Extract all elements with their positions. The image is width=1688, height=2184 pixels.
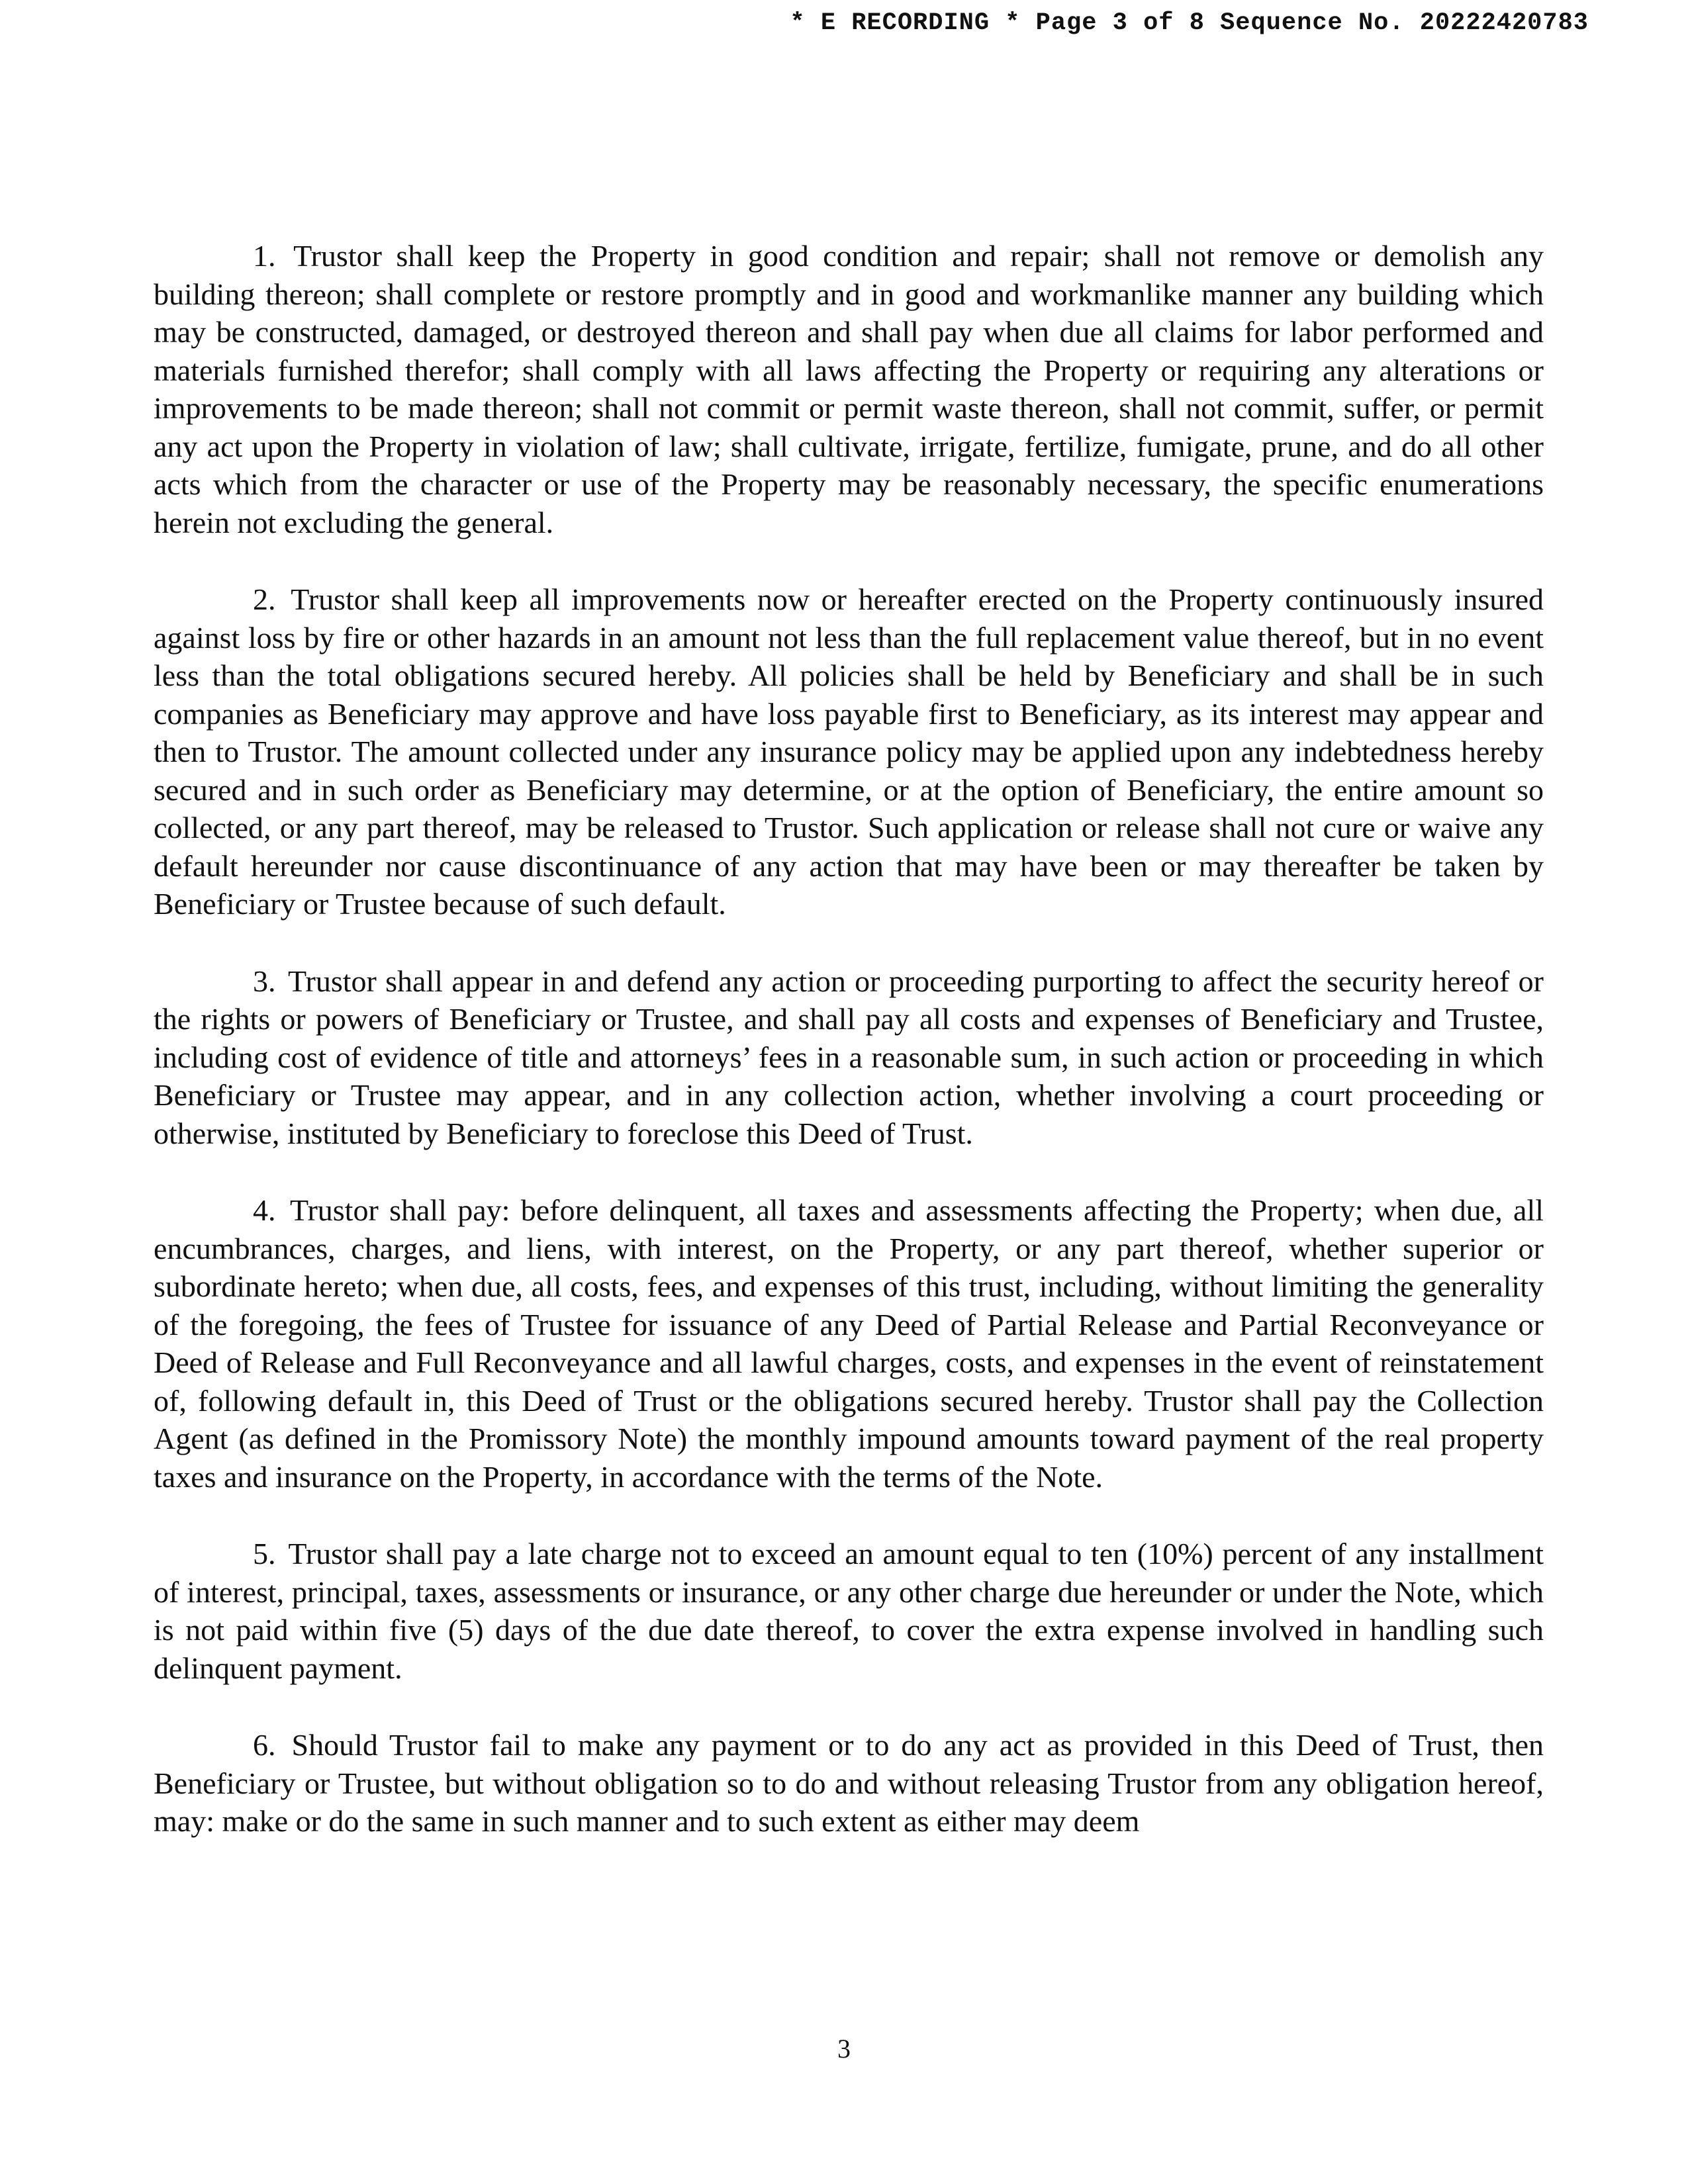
paragraph-number: 5. [253,1537,276,1570]
paragraph-3 [154,962,1544,1153]
paragraph-number: 1. [253,239,276,273]
paragraph-text: Trustor shall keep the Property in good condition and repair; shall not remove or demolish any building thereon; shall complete or restore promptly and in good and workmanlike manner any building which may be constructed, damaged, or destroyed thereon and shall pay when due all claims for labor performed and materials furnished therefor; shall comply with all laws affecting the Property or requiring any alterations or improvements to be made thereon; shall not commit or permit waste thereon, shall not commit, suffer, or permit any act upon the Property in violation of law; shall cultivate, irrigate, fertilize, fumigate, prune, and do all other acts which from the character or use of the Property may be reasonably necessary, the specific enumerations herein not excluding the general. [154,239,1544,539]
paragraph-5 [154,1535,1544,1687]
paragraph-number: 6. [253,1728,276,1762]
paragraph-text: Trustor shall pay: before delinquent, all taxes and assessments affecting the Property; when due, all encumbrances, charges, and liens, with interest, on the Property, or any part thereof, whether superior or subordinate hereto; when due, all costs, fees, and expenses of this trust, including, without limiting the generality of the foregoing, the fees of Trustee for issuance of any Deed of Partial Release and Partial Reconveyance or Deed of Release and Full Reconveyance and all lawful charges, costs, and expenses in the event of reinstatement of, following default in, this Deed of Trust or the obligations secured hereby. Trustor shall pay the Collection Agent (as defined in the Promissory Note) the monthly impound amounts toward payment of the real property taxes and insurance on the Property, in accordance with the terms of the Note. [154,1193,1544,1494]
paragraph-2 [154,580,1544,923]
paragraph-6 [154,1726,1544,1841]
paragraph-number: 2. [253,582,276,616]
paragraph-text: Trustor shall pay a late charge not to exceed an amount equal to ten (10%) percent of any installment of interest, principal, taxes, assessments or insurance, or any other charge due hereunder or under the Note, which is not paid within five (5) days of the due date thereof, to cover the extra expense involved in handling such delinquent payment. [154,1537,1544,1685]
paragraph-text: Trustor shall appear in and defend any action or proceeding purporting to affect the security hereof or the rights or powers of Beneficiary or Trustee, and shall pay all costs and expenses of Beneficiary and Trustee, including cost of evidence of title and attorneys’ fees in a reasonable sum, in such action or proceeding in which Beneficiary or Trustee may appear, and in any collection action, whether involving a court proceeding or otherwise, instituted by Beneficiary to foreclose this Deed of Trust. [154,964,1544,1150]
recording-header: * E RECORDING * Page 3 of 8 Sequence No. 20222420783 [790,9,1589,37]
paragraph-text: Trustor shall keep all improvements now or hereafter erected on the Property continuously insured against loss by fire or other hazards in an amount not less than the full replacement value thereof, but in no event less than the total obligations secured hereby. All policies shall be held by Beneficiary and shall be in such companies as Beneficiary may approve and have loss payable first to Beneficiary, as its interest may appear and then to Trustor. The amount collected under any insurance policy may be applied upon any indebtedness hereby secured and in such order as Beneficiary may determine, or at the option of Beneficiary, the entire amount so collected, or any part thereof, may be released to Trustor. Such application or release shall not cure or waive any default hereunder nor cause discontinuance of any action that may have been or may thereafter be taken by Beneficiary or Trustee because of such default. [154,582,1544,921]
paragraph-number: 4. [253,1193,276,1227]
paragraph-1 [154,237,1544,541]
paragraph-4 [154,1191,1544,1496]
document-body [154,237,1544,1880]
paragraph-text: Should Trustor fail to make any payment or to do any act as provided in this Deed of Trust, then Beneficiary or Trustee, but without obligation so to do and without releasing Trustor from any obligation hereof, may: make or do the same in such manner and to such extent as either may deem [154,1728,1544,1838]
page-number: 3 [837,2034,851,2064]
paragraph-number: 3. [253,964,276,998]
